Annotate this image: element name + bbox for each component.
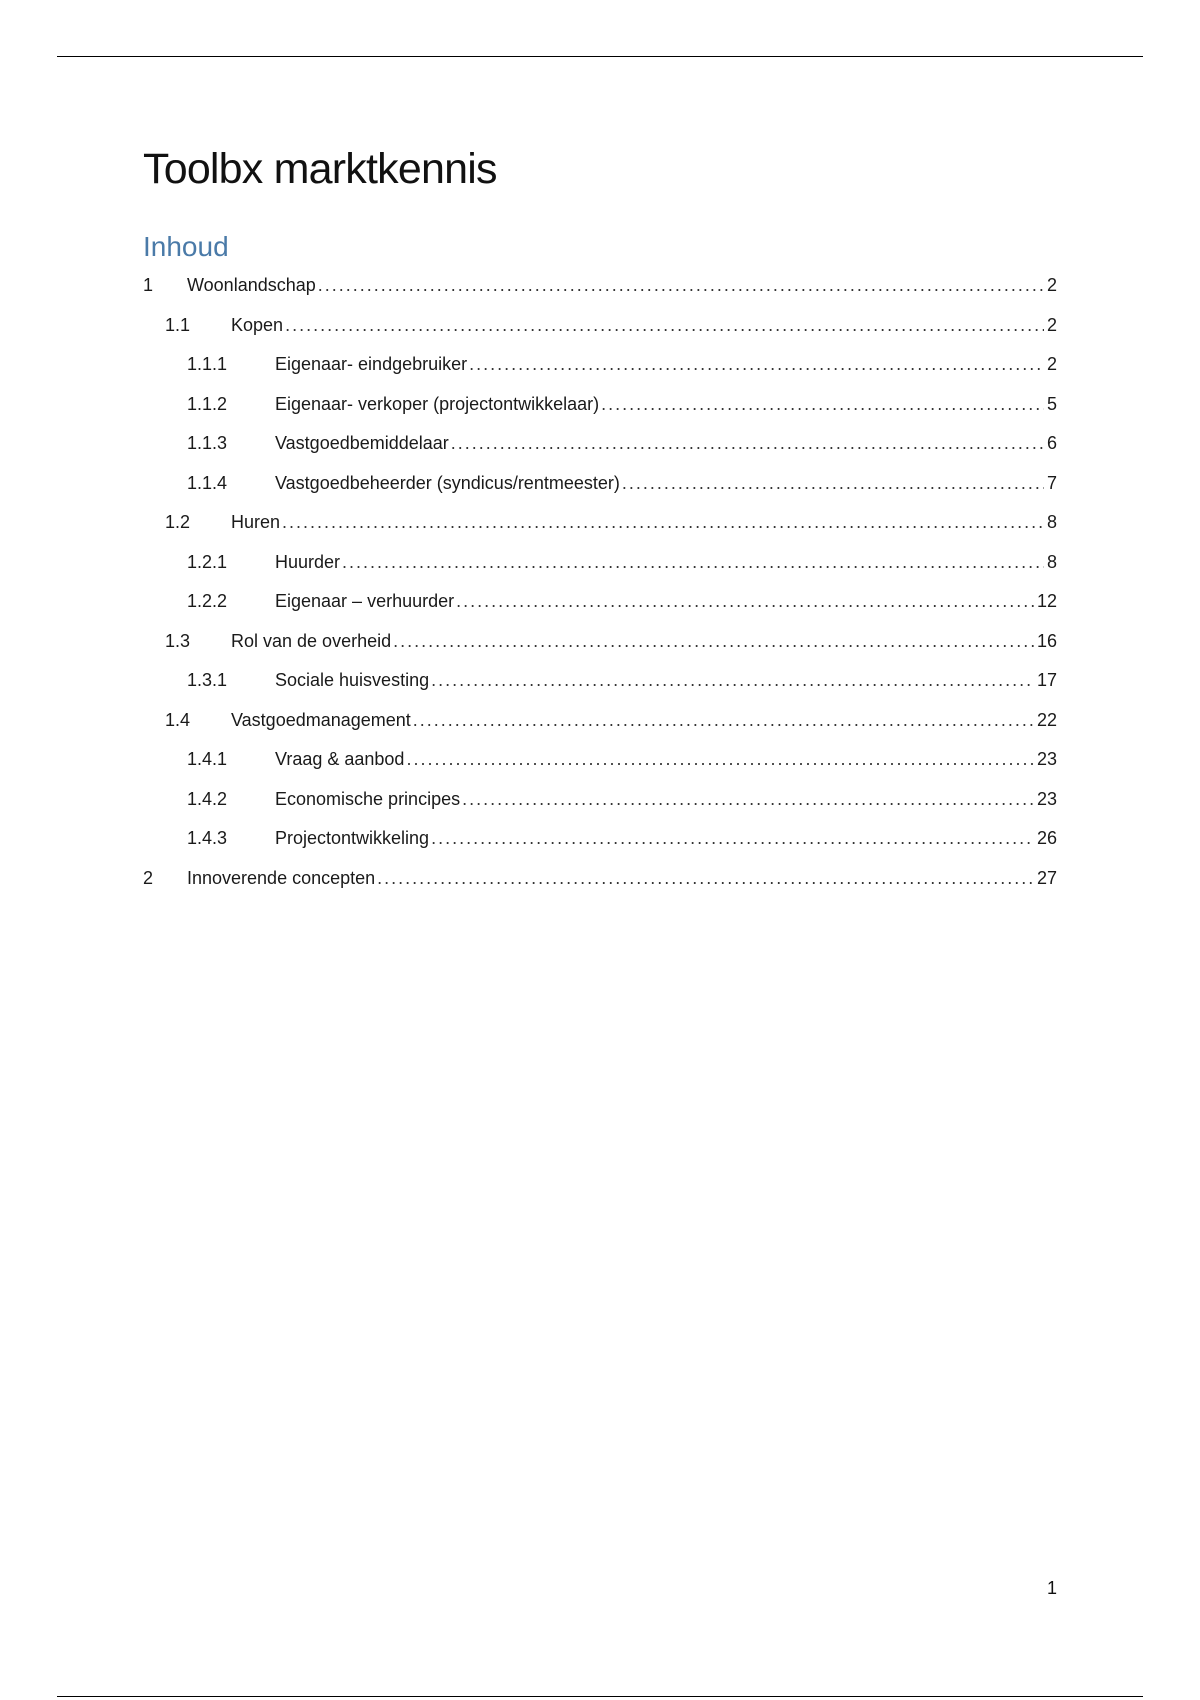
toc-entry-number: 1.2.1 xyxy=(187,552,228,572)
toc-entry-line xyxy=(275,431,1057,455)
toc-heading: Inhoud xyxy=(143,231,229,262)
toc-entry[interactable] xyxy=(0,550,1200,574)
toc-leader-dots xyxy=(451,431,1044,455)
toc-entry[interactable] xyxy=(0,708,1200,732)
toc-leader-dots xyxy=(431,826,1034,850)
toc-entry-label[interactable]: Woonlandschap xyxy=(187,275,316,295)
toc-entry-number: 1.1.2 xyxy=(187,394,228,414)
footer-rule xyxy=(57,1696,1143,1697)
toc-entry-page[interactable]: 2 xyxy=(1046,354,1057,374)
toc-entry-label[interactable]: Innoverende concepten xyxy=(187,868,376,888)
toc-entry[interactable] xyxy=(0,589,1200,613)
toc-entry-line xyxy=(275,392,1057,416)
toc-entry-label[interactable]: Economische principes xyxy=(275,789,461,809)
toc-leader-dots xyxy=(469,352,1044,376)
toc-entry[interactable] xyxy=(0,313,1200,337)
toc-leader-dots xyxy=(413,708,1034,732)
toc-leader-dots xyxy=(285,313,1044,337)
toc-entry-label[interactable]: Projectontwikkeling xyxy=(275,828,430,848)
toc-entry-line xyxy=(187,273,1057,297)
toc-entry-number: 1.4 xyxy=(165,710,191,730)
toc-leader-dots xyxy=(393,629,1034,653)
toc-entry-page[interactable]: 2 xyxy=(1046,315,1057,335)
toc-leader-dots xyxy=(431,668,1034,692)
toc-entry-number: 1.2.2 xyxy=(187,591,228,611)
toc-entry-line xyxy=(231,313,1057,337)
toc-entry-label[interactable]: Eigenaar- eindgebruiker xyxy=(275,354,468,374)
toc-entry-label[interactable]: Vraag & aanbod xyxy=(275,749,405,769)
toc-leader-dots xyxy=(342,550,1044,574)
toc-entry-number: 1.1 xyxy=(165,315,191,335)
toc-entry-line xyxy=(231,629,1057,653)
toc-entry-label[interactable]: Sociale huisvesting xyxy=(275,670,430,690)
toc-entry-page[interactable]: 8 xyxy=(1046,512,1057,532)
document-title: Toolbx marktkennis xyxy=(143,145,497,193)
toc-entry-line xyxy=(275,550,1057,574)
toc-leader-dots xyxy=(318,273,1044,297)
toc-entry-line xyxy=(275,747,1057,771)
toc-entry-page[interactable]: 2 xyxy=(1046,275,1057,295)
toc-entry[interactable] xyxy=(0,471,1200,495)
toc-entry-number: 1.1.1 xyxy=(187,354,228,374)
toc-leader-dots xyxy=(622,471,1044,495)
toc-entry[interactable] xyxy=(0,510,1200,534)
toc-entry[interactable] xyxy=(0,826,1200,850)
toc-entry-line xyxy=(275,352,1057,376)
toc-entry-label[interactable]: Eigenaar – verhuurder xyxy=(275,591,455,611)
toc-entry-page[interactable]: 27 xyxy=(1036,868,1057,888)
toc-entry-page[interactable]: 12 xyxy=(1036,591,1057,611)
toc-leader-dots xyxy=(377,866,1034,890)
toc-entry-label[interactable]: Huren xyxy=(231,512,281,532)
toc-leader-dots xyxy=(282,510,1044,534)
toc-entry-label[interactable]: Vastgoedbeheerder (syndicus/rentmeester) xyxy=(275,473,620,493)
toc-entry-line xyxy=(231,510,1057,534)
toc-entry-number: 1.3.1 xyxy=(187,670,228,690)
toc-entry[interactable] xyxy=(0,866,1200,890)
toc-entry-page[interactable]: 26 xyxy=(1036,828,1057,848)
toc-entry-number: 1.4.3 xyxy=(187,828,228,848)
toc-leader-dots xyxy=(462,787,1034,811)
toc-entry-line xyxy=(275,787,1057,811)
toc-entry-number: 1.4.1 xyxy=(187,749,228,769)
toc-entry-page[interactable]: 16 xyxy=(1036,631,1057,651)
toc-entry-page[interactable]: 6 xyxy=(1046,433,1057,453)
toc-entry[interactable] xyxy=(0,787,1200,811)
toc-entry-page[interactable]: 7 xyxy=(1046,473,1057,493)
page-number: 1 xyxy=(1046,1578,1057,1598)
toc-entry-label[interactable]: Kopen xyxy=(231,315,284,335)
toc-entry-number: 1.2 xyxy=(165,512,191,532)
toc-entry-label[interactable]: Huurder xyxy=(275,552,341,572)
toc-entry-number: 1.1.4 xyxy=(187,473,228,493)
toc-entry[interactable] xyxy=(0,273,1200,297)
toc-leader-dots xyxy=(406,747,1034,771)
toc-entry[interactable] xyxy=(0,668,1200,692)
header-rule xyxy=(57,56,1143,57)
toc-entry-page[interactable]: 23 xyxy=(1036,749,1057,769)
toc-entry-page[interactable]: 17 xyxy=(1036,670,1057,690)
toc-entry-label[interactable]: Vastgoedmanagement xyxy=(231,710,411,730)
toc-entry-number: 1.4.2 xyxy=(187,789,228,809)
toc-entry-line xyxy=(275,668,1057,692)
toc-entry-page[interactable]: 8 xyxy=(1046,552,1057,572)
toc-entry-number: 2 xyxy=(143,868,154,888)
toc-entry-line xyxy=(275,589,1057,613)
toc-entry-number: 1.1.3 xyxy=(187,433,228,453)
toc-entry-label[interactable]: Vastgoedbemiddelaar xyxy=(275,433,449,453)
toc-entry-line xyxy=(275,826,1057,850)
toc-entry-label[interactable]: Rol van de overheid xyxy=(231,631,392,651)
toc-entry-page[interactable]: 5 xyxy=(1046,394,1057,414)
toc-entry-number: 1.3 xyxy=(165,631,191,651)
toc-entry-number: 1 xyxy=(143,275,154,295)
toc-entry[interactable] xyxy=(0,747,1200,771)
toc-entry[interactable] xyxy=(0,392,1200,416)
toc-entry-line xyxy=(275,471,1057,495)
toc-entry-page[interactable]: 23 xyxy=(1036,789,1057,809)
toc-entry-line xyxy=(231,708,1057,732)
toc-entry[interactable] xyxy=(0,431,1200,455)
toc-entry[interactable] xyxy=(0,352,1200,376)
toc-entry-label[interactable]: Eigenaar- verkoper (projectontwikkelaar) xyxy=(275,394,600,414)
toc-entry[interactable] xyxy=(0,629,1200,653)
toc-leader-dots xyxy=(456,589,1034,613)
toc-leader-dots xyxy=(601,392,1044,416)
toc-entry-page[interactable]: 22 xyxy=(1036,710,1057,730)
toc-entry-line xyxy=(187,866,1057,890)
